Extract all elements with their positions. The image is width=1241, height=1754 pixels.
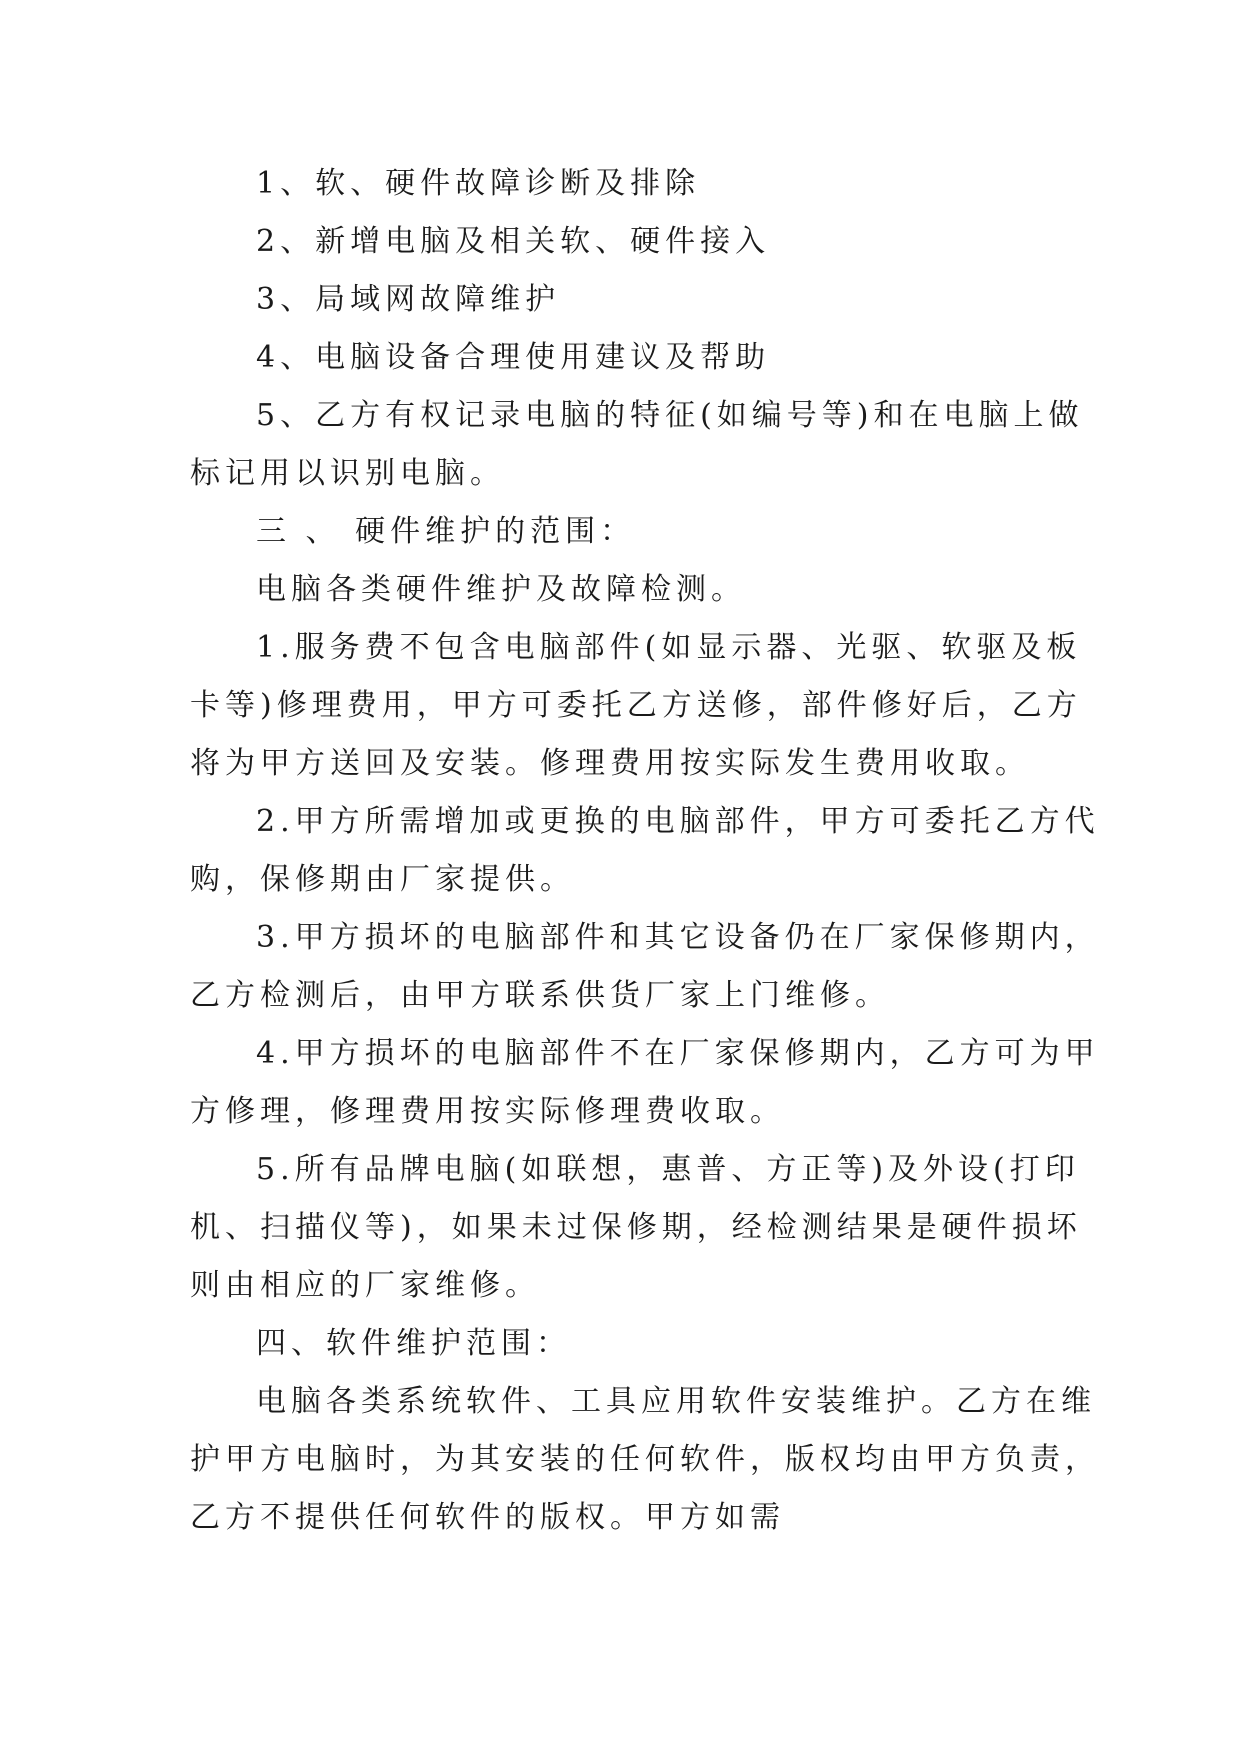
- text-line: 购，保修期由厂家提供。: [190, 862, 575, 897]
- text-line: 1、软、硬件故障诊断及排除: [256, 166, 701, 201]
- text-line: 将为甲方送回及安装。修理费用按实际发生费用收取。: [190, 746, 1030, 781]
- text-line: 1.服务费不包含电脑部件(如显示器、光驱、软驱及板: [256, 630, 1082, 665]
- text-line: 卡等)修理费用，甲方可委托乙方送修，部件修好后，乙方: [190, 688, 1082, 723]
- text-line: 5、乙方有权记录电脑的特征(如编号等)和在电脑上做: [256, 398, 1084, 433]
- text-line: 乙方不提供任何软件的版权。甲方如需: [190, 1500, 785, 1535]
- text-line: 4.甲方损坏的电脑部件不在厂家保修期内，乙方可为甲: [256, 1036, 1100, 1071]
- text-line: 电脑各类系统软件、工具应用软件安装维护。乙方在维: [256, 1384, 1096, 1419]
- text-line: 2.甲方所需增加或更换的电脑部件，甲方可委托乙方代: [256, 804, 1100, 839]
- text-line: 机、扫描仪等)，如果未过保修期，经检测结果是硬件损坏: [190, 1210, 1082, 1245]
- text-line: 护甲方电脑时，为其安装的任何软件，版权均由甲方负责，: [190, 1442, 1100, 1477]
- text-line: 四、软件维护范围：: [256, 1326, 571, 1361]
- text-line: 5.所有品牌电脑(如联想，惠普、方正等)及外设(打印: [256, 1152, 1080, 1187]
- text-line: 电脑各类硬件维护及故障检测。: [256, 572, 746, 607]
- text-line: 2、新增电脑及相关软、硬件接入: [256, 224, 771, 259]
- text-line: 3、局域网故障维护: [256, 282, 561, 317]
- text-line: 则由相应的厂家维修。: [190, 1268, 540, 1303]
- text-line: 标记用以识别电脑。: [190, 456, 505, 491]
- text-line: 3.甲方损坏的电脑部件和其它设备仍在厂家保修期内，: [256, 920, 1100, 955]
- text-line: 乙方检测后，由甲方联系供货厂家上门维修。: [190, 978, 890, 1013]
- text-line: 三 、 硬件维护的范围：: [256, 514, 636, 549]
- document-body: [190, 155, 1100, 1547]
- text-line: 方修理，修理费用按实际修理费收取。: [190, 1094, 785, 1129]
- text-line: 4、电脑设备合理使用建议及帮助: [256, 340, 771, 375]
